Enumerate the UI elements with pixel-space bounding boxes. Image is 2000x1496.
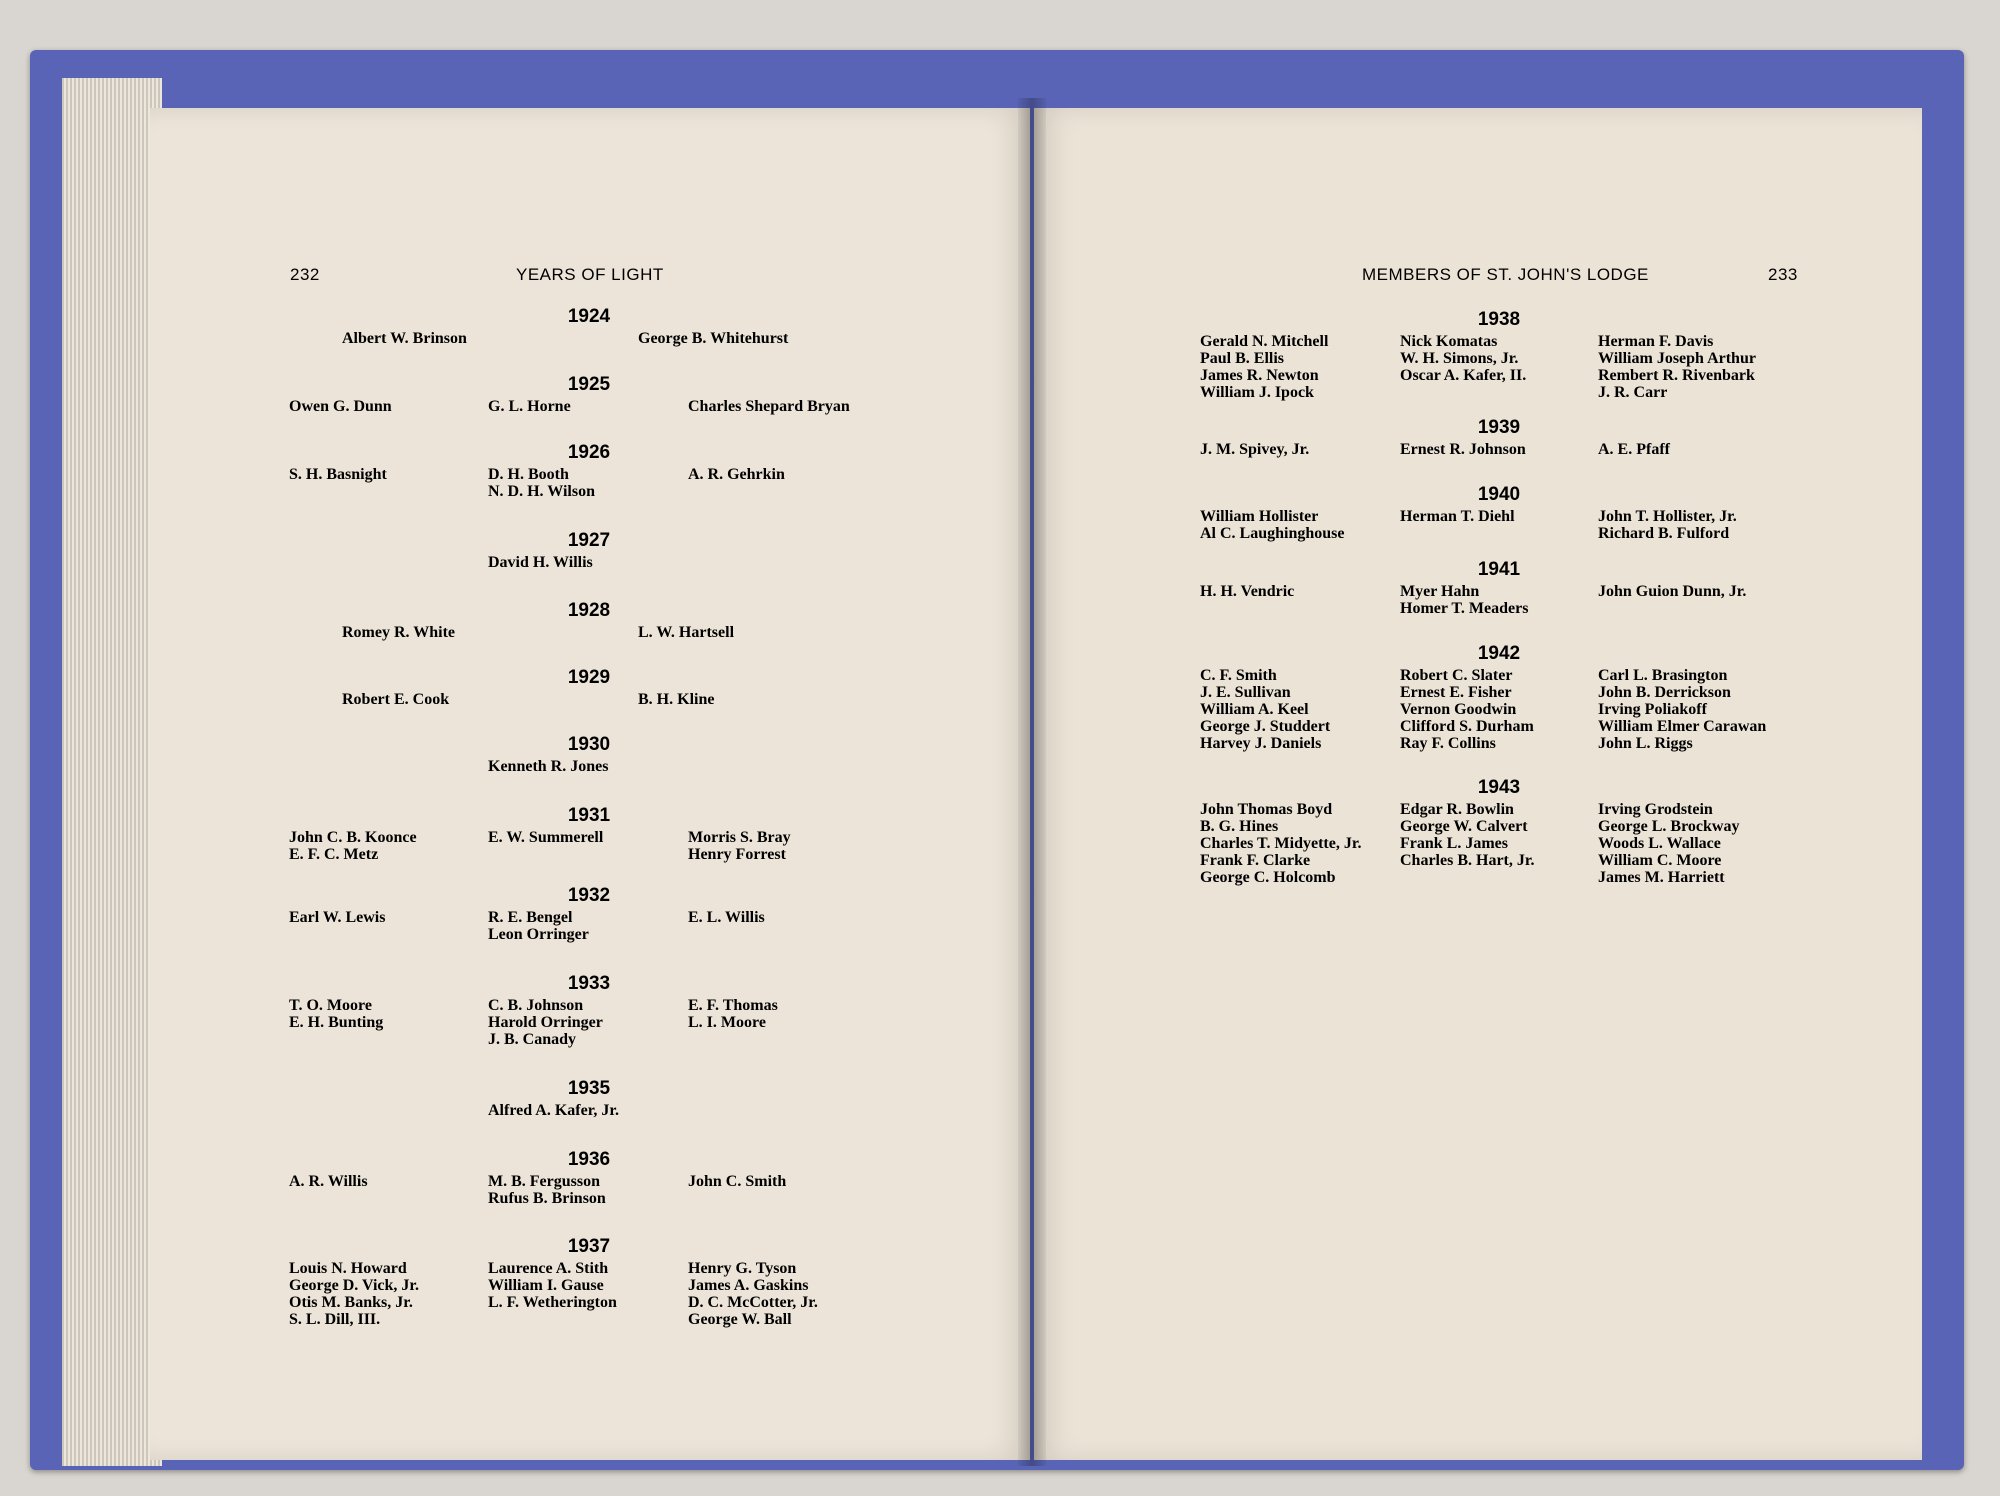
- year-heading: 1926: [567, 442, 611, 463]
- name-column: [1400, 441, 1526, 458]
- member-name: J. E. Sullivan: [1200, 684, 1291, 701]
- name-column: [289, 997, 383, 1031]
- year-heading: 1943: [1477, 777, 1521, 798]
- member-name: S. H. Basnight: [289, 466, 387, 483]
- name-column: [488, 909, 589, 943]
- member-name: B. G. Hines: [1200, 818, 1279, 835]
- name-column: [638, 624, 734, 641]
- member-name: J. B. Canady: [488, 1031, 577, 1048]
- member-name: Rufus B. Brinson: [488, 1190, 606, 1207]
- member-name: L. I. Moore: [688, 1014, 766, 1031]
- member-name: Henry G. Tyson: [688, 1260, 797, 1277]
- member-name: George C. Holcomb: [1200, 869, 1336, 886]
- book-gutter: [1018, 98, 1046, 1466]
- member-name: Harvey J. Daniels: [1200, 735, 1322, 752]
- member-name: John B. Derrickson: [1598, 684, 1731, 701]
- member-name: A. E. Pfaff: [1598, 441, 1670, 458]
- name-column: [488, 997, 603, 1048]
- name-column: [488, 554, 593, 571]
- member-name: Woods L. Wallace: [1598, 835, 1721, 852]
- member-name: W. H. Simons, Jr.: [1400, 350, 1519, 367]
- name-column: [1200, 333, 1328, 401]
- name-column: [488, 1102, 619, 1119]
- member-name: R. E. Bengel: [488, 909, 573, 926]
- year-heading: 1931: [567, 805, 611, 826]
- member-name: E. F. Thomas: [688, 997, 778, 1014]
- name-column: [1598, 508, 1737, 542]
- member-name: William Joseph Arthur: [1598, 350, 1756, 367]
- member-name: Charles T. Midyette, Jr.: [1200, 835, 1362, 852]
- name-column: [688, 1173, 786, 1190]
- name-column: [1200, 508, 1345, 542]
- member-name: George W. Ball: [688, 1311, 792, 1328]
- name-column: [1598, 333, 1756, 401]
- member-name: Herman F. Davis: [1598, 333, 1714, 350]
- name-column: [1200, 441, 1309, 458]
- member-name: Richard B. Fulford: [1598, 525, 1730, 542]
- name-column: [342, 330, 467, 347]
- member-name: Alfred A. Kafer, Jr.: [488, 1102, 619, 1119]
- member-name: Charles B. Hart, Jr.: [1400, 852, 1535, 869]
- year-heading: 1927: [567, 530, 611, 551]
- member-name: A. R. Willis: [289, 1173, 368, 1190]
- name-column: [289, 1260, 419, 1328]
- name-column: [488, 829, 603, 846]
- name-column: [488, 466, 595, 500]
- member-name: John L. Riggs: [1598, 735, 1693, 752]
- member-name: Ernest E. Fisher: [1400, 684, 1512, 701]
- year-heading: 1929: [567, 667, 611, 688]
- member-name: Romey R. White: [342, 624, 456, 641]
- member-name: Louis N. Howard: [289, 1260, 407, 1277]
- year-heading: 1936: [567, 1149, 611, 1170]
- member-name: John C. B. Koonce: [289, 829, 417, 846]
- member-name: Vernon Goodwin: [1400, 701, 1517, 718]
- name-column: [1598, 441, 1670, 458]
- member-name: Robert C. Slater: [1400, 667, 1513, 684]
- member-name: Laurence A. Stith: [488, 1260, 609, 1277]
- member-name: Gerald N. Mitchell: [1200, 333, 1329, 350]
- member-name: E. F. C. Metz: [289, 846, 379, 863]
- year-heading: 1938: [1477, 309, 1521, 330]
- left-running-head: YEARS OF LIGHT: [516, 265, 664, 284]
- name-column: [289, 909, 385, 926]
- right-running-head: MEMBERS OF ST. JOHN'S LODGE: [1362, 265, 1649, 284]
- name-column: [342, 624, 455, 641]
- member-name: William Hollister: [1200, 508, 1319, 525]
- name-column: [342, 691, 449, 708]
- member-name: Irving Grodstein: [1598, 801, 1713, 818]
- member-name: John T. Hollister, Jr.: [1598, 508, 1737, 525]
- name-column: [289, 398, 392, 415]
- member-name: E. W. Summerell: [488, 829, 604, 846]
- member-name: G. L. Horne: [488, 398, 571, 415]
- name-column: [688, 398, 850, 415]
- name-column: [1598, 667, 1766, 752]
- member-name: D. H. Booth: [488, 466, 569, 483]
- name-column: [638, 691, 714, 708]
- member-name: Paul B. Ellis: [1200, 350, 1285, 367]
- member-name: Ernest R. Johnson: [1400, 441, 1526, 458]
- member-name: Morris S. Bray: [688, 829, 791, 846]
- member-name: James R. Newton: [1200, 367, 1319, 384]
- year-heading: 1924: [567, 306, 611, 327]
- member-name: E. L. Willis: [688, 909, 765, 926]
- page-edges: [62, 78, 162, 1466]
- right-page-number: 233: [1768, 265, 1798, 284]
- name-column: [289, 829, 417, 863]
- name-column: [1598, 801, 1739, 886]
- name-column: [289, 466, 387, 483]
- member-name: Rembert R. Rivenbark: [1598, 367, 1755, 384]
- member-name: William Elmer Carawan: [1598, 718, 1767, 735]
- member-name: Oscar A. Kafer, II.: [1400, 367, 1527, 384]
- year-heading: 1933: [567, 973, 611, 994]
- member-name: John C. Smith: [688, 1173, 787, 1190]
- member-name: J. R. Carr: [1598, 384, 1668, 401]
- name-column: [1400, 508, 1515, 525]
- member-name: George J. Studdert: [1200, 718, 1331, 735]
- name-column: [638, 330, 788, 347]
- member-name: N. D. H. Wilson: [488, 483, 595, 500]
- name-column: [688, 909, 765, 926]
- member-name: Irving Poliakoff: [1598, 701, 1707, 718]
- member-name: George B. Whitehurst: [638, 330, 789, 347]
- member-name: Frank L. James: [1400, 835, 1508, 852]
- member-name: C. B. Johnson: [488, 997, 584, 1014]
- name-column: [688, 1260, 818, 1328]
- name-column: [1200, 667, 1330, 752]
- member-name: Earl W. Lewis: [289, 909, 386, 926]
- member-name: Albert W. Brinson: [342, 330, 467, 347]
- member-name: Henry Forrest: [688, 846, 786, 863]
- member-name: Myer Hahn: [1400, 583, 1480, 600]
- member-name: Kenneth R. Jones: [488, 758, 609, 775]
- name-column: [688, 829, 791, 863]
- member-name: William J. Ipock: [1200, 384, 1314, 401]
- member-name: John Guion Dunn, Jr.: [1598, 583, 1747, 600]
- member-name: L. F. Wetherington: [488, 1294, 617, 1311]
- year-heading: 1941: [1477, 559, 1521, 580]
- name-column: [289, 1173, 368, 1190]
- member-name: Charles Shepard Bryan: [688, 398, 850, 415]
- name-column: [688, 997, 778, 1031]
- name-column: [1400, 333, 1526, 384]
- year-heading: 1935: [567, 1078, 611, 1099]
- member-name: J. M. Spivey, Jr.: [1200, 441, 1310, 458]
- member-name: William A. Keel: [1200, 701, 1309, 718]
- year-heading: 1928: [567, 600, 611, 621]
- member-name: William I. Gause: [488, 1277, 604, 1294]
- member-name: Otis M. Banks, Jr.: [289, 1294, 413, 1311]
- member-name: D. C. McCotter, Jr.: [688, 1294, 818, 1311]
- member-name: Clifford S. Durham: [1400, 718, 1534, 735]
- member-name: M. B. Fergusson: [488, 1173, 600, 1190]
- year-heading: 1939: [1477, 417, 1521, 438]
- member-name: Carl L. Brasington: [1598, 667, 1728, 684]
- member-name: James M. Harriett: [1598, 869, 1725, 886]
- year-heading: 1937: [567, 1236, 611, 1257]
- member-name: William C. Moore: [1598, 852, 1722, 869]
- year-heading: 1932: [567, 885, 611, 906]
- member-name: Al C. Laughinghouse: [1200, 525, 1345, 542]
- member-name: Harold Orringer: [488, 1014, 603, 1031]
- member-name: Nick Komatas: [1400, 333, 1498, 350]
- member-name: Owen G. Dunn: [289, 398, 392, 415]
- member-name: Homer T. Meaders: [1400, 600, 1529, 617]
- name-column: [488, 398, 571, 415]
- member-name: Frank F. Clarke: [1200, 852, 1311, 869]
- member-name: B. H. Kline: [638, 691, 715, 708]
- member-name: Ray F. Collins: [1400, 735, 1496, 752]
- left-page-number: 232: [290, 265, 320, 284]
- member-name: L. W. Hartsell: [638, 624, 735, 641]
- member-name: Edgar R. Bowlin: [1400, 801, 1514, 818]
- member-name: George L. Brockway: [1598, 818, 1740, 835]
- name-column: [488, 1260, 617, 1311]
- year-heading: 1930: [567, 734, 611, 755]
- member-name: Robert E. Cook: [342, 691, 450, 708]
- year-heading: 1940: [1477, 484, 1521, 505]
- member-name: George D. Vick, Jr.: [289, 1277, 420, 1294]
- member-name: A. R. Gehrkin: [688, 466, 785, 483]
- member-name: John Thomas Boyd: [1200, 801, 1333, 818]
- member-name: David H. Willis: [488, 554, 593, 571]
- year-heading: 1942: [1477, 643, 1521, 664]
- member-name: James A. Gaskins: [688, 1277, 809, 1294]
- name-column: [1400, 801, 1535, 869]
- name-column: [1598, 583, 1746, 600]
- name-column: [688, 466, 785, 483]
- member-name: George W. Calvert: [1400, 818, 1528, 835]
- name-column: [1200, 801, 1361, 886]
- member-name: S. L. Dill, III.: [289, 1311, 381, 1328]
- name-column: [488, 1173, 606, 1207]
- member-name: Leon Orringer: [488, 926, 589, 943]
- member-name: C. F. Smith: [1200, 667, 1277, 684]
- member-name: E. H. Bunting: [289, 1014, 384, 1031]
- name-column: [1400, 667, 1534, 752]
- member-name: H. H. Vendric: [1200, 583, 1295, 600]
- name-column: [488, 758, 608, 775]
- name-column: [1400, 583, 1528, 617]
- name-column: [1200, 583, 1294, 600]
- year-heading: 1925: [567, 374, 611, 395]
- member-name: Herman T. Diehl: [1400, 508, 1515, 525]
- member-name: T. O. Moore: [289, 997, 372, 1014]
